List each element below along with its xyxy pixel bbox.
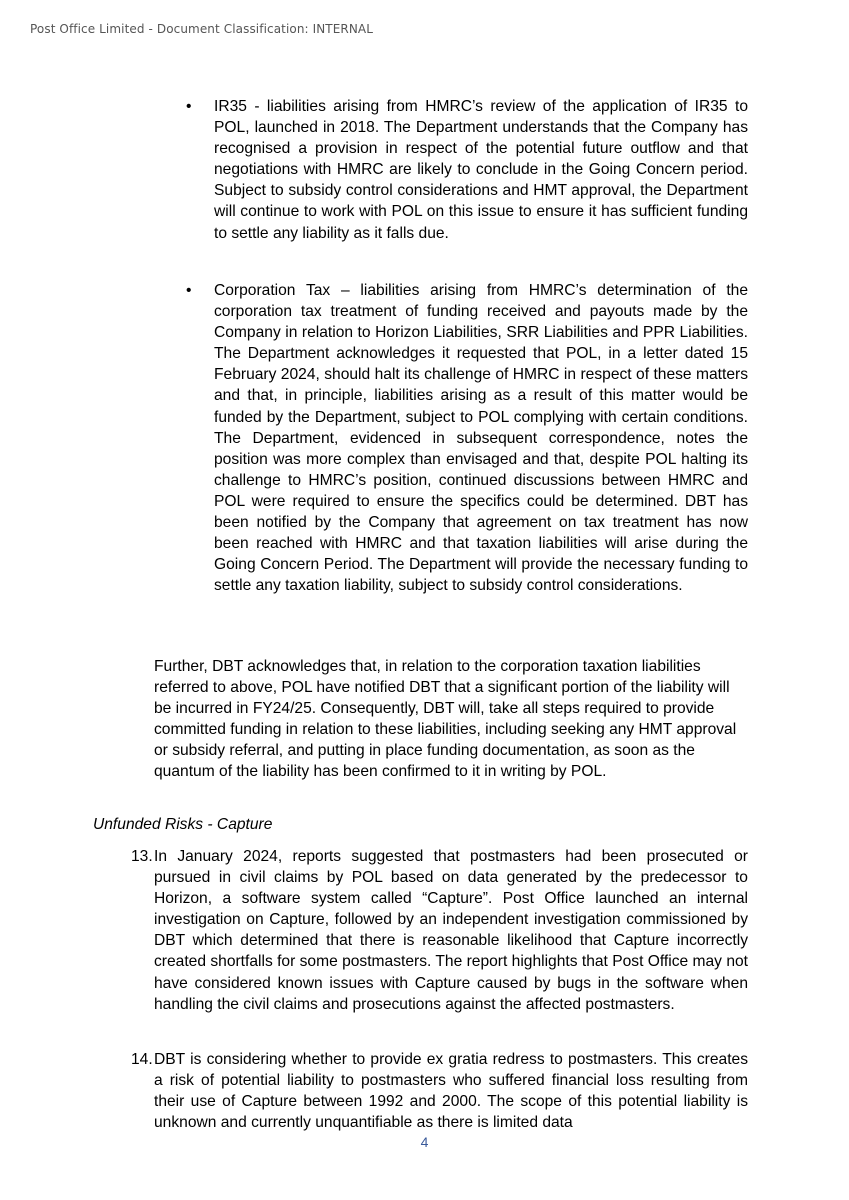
bullet-corporation-tax-text: Corporation Tax – liabilities arising from HMRC’s determination of the corporation tax treatment of funding received and payouts made by the Company in relation to Horizon Liabilities, SRR Liabilities and PPR Liabilities. The Department acknowledges it requested that POL, in a letter dated 15 February 2024, should halt its challenge of HMRC in respect of these matters and that, in principle, liabilities arising as a result of this matter would be funded by the Department, subject to POL complying with certain conditions. The Department, evidenced in subsequent correspondence, notes the position was more complex than envisaged and that, despite POL halting its challenge to HMRC’s position, continued discussions between HMRC and POL were required to ensure the specifics could be determined. DBT has been notified by the Company that agreement on tax treatment has now been reached with HMRC and that taxation liabilities will arise during the Going Concern Period. The Department will provide the necessary funding to settle any taxation liability, subject to subsidy control considerations. xyxy=(214,282,748,595)
paragraph-number-13: 13. xyxy=(131,848,153,865)
bullet-marker: • xyxy=(186,98,192,115)
paragraph-13-text: In January 2024, reports suggested that postmasters had been prosecuted or pursued in civil claims by POL based on data generated by the predecessor to Horizon, a software system called “Capture”. Post Office launched an internal investigation on Capture, followed by an independent investigation commissioned by DBT which determined that there is reasonable likelihood that Capture incorrectly created shortfalls for some postmasters. The report highlights that Post Office may not have considered known issues with Capture caused by bugs in the software when handling the civil claims and prosecutions against the affected postmasters. xyxy=(154,848,748,1013)
document-classification-header: Post Office Limited - Document Classification: INTERNAL xyxy=(30,22,374,36)
bullet-marker: • xyxy=(186,282,192,299)
section-heading-unfunded-risks: Unfunded Risks - Capture xyxy=(93,816,273,833)
paragraph-number-14: 14. xyxy=(131,1051,153,1068)
further-paragraph: Further, DBT acknowledges that, in relation to the corporation taxation liabilities referred to above, POL have notified DBT that a significant portion of the liability will be incurred in FY24/25. Consequently, DBT will, take all steps required to provide committed funding in relation to these liabilities, including seeking any HMT approval or subsidy referral, and putting in place funding documentation, as soon as the quantum of the liability has been confirmed to it in writing by POL. xyxy=(154,658,737,781)
paragraph-14-text: DBT is considering whether to provide ex gratia redress to postmasters. This creates a risk of potential liability to postmasters who suffered financial loss resulting from their use of Capture between 1992 and 2000. The scope of this potential liability is unknown and currently unquantifiable as there is limited data xyxy=(154,1051,748,1132)
bullet-ir35-text: IR35 - liabilities arising from HMRC’s review of the application of IR35 to POL, launched in 2018. The Department understands that the Company has recognised a provision in respect of the potential future outflow and that negotiations with HMRC are likely to conclude in the Going Concern period. Subject to subsidy control considerations and HMT approval, the Department will continue to work with POL on this issue to ensure it has sufficient funding to settle any liability as it falls due. xyxy=(214,98,748,242)
page-number: 4 xyxy=(420,1134,429,1150)
